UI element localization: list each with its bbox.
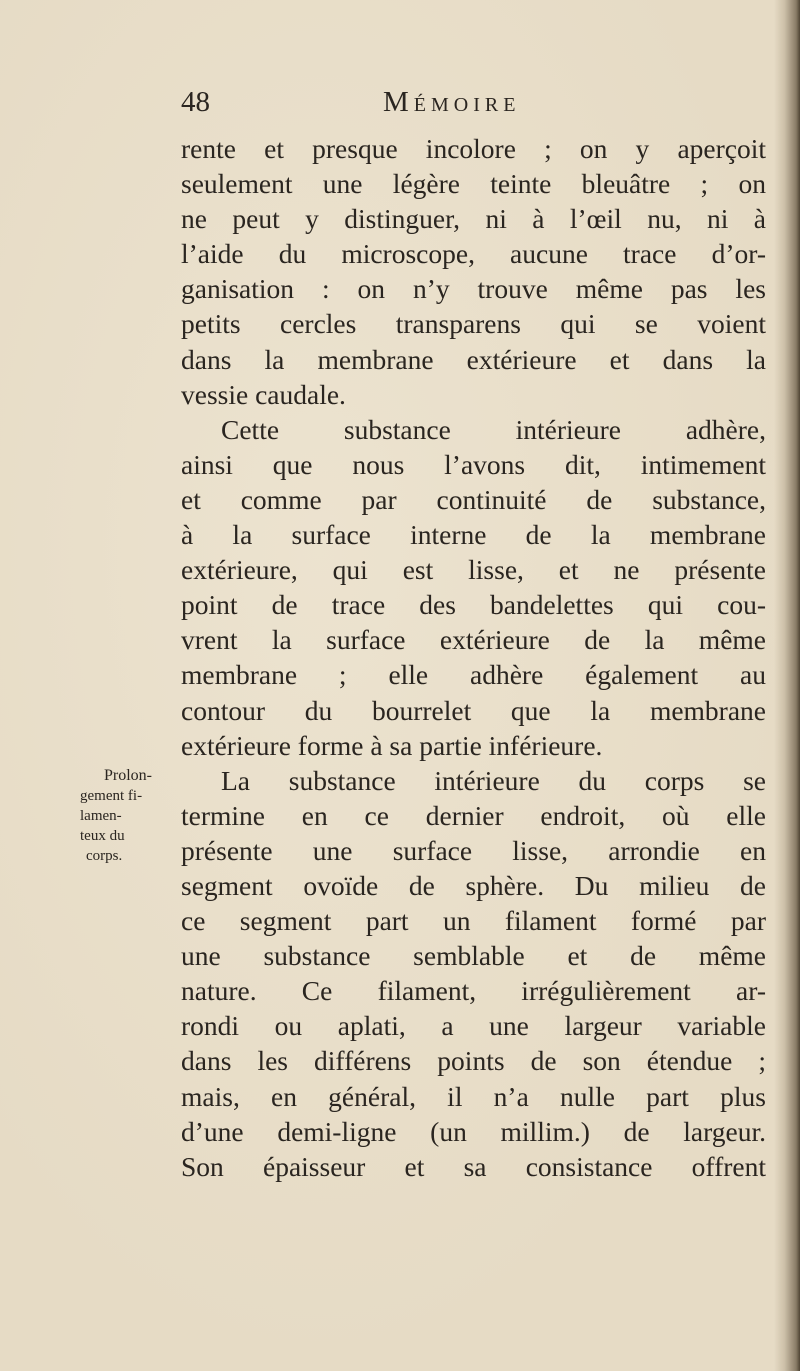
- text-line: rente et presque incolore ; on y aperçoit: [181, 133, 766, 164]
- text-line: extérieure forme à sa partie inférieure.: [181, 729, 603, 761]
- text-line: La substance intérieure du corps se: [221, 764, 766, 796]
- margin-note-line: teux du: [80, 828, 125, 844]
- text-line: segment ovoïde de sphère. Du milieu de: [181, 869, 766, 901]
- text-line: présente une surface lisse, arrondie en: [181, 834, 766, 866]
- text-line: l’aide du microscope, aucune trace d’or-: [181, 238, 766, 270]
- margin-note-line: Prolon-: [104, 767, 152, 784]
- paragraph-1: [181, 131, 766, 412]
- page-gutter-shadow: [774, 0, 800, 1371]
- text-line: ainsi que nous l’avons dit, intimement: [181, 448, 766, 480]
- text-line: vessie caudale.: [181, 378, 346, 410]
- paragraph-3: [181, 763, 766, 1184]
- text-line: seulement une légère teinte bleuâtre ; on: [181, 168, 766, 200]
- text-line: petits cercles transparens qui se voient: [181, 308, 766, 340]
- text-line: Son épaisseur et sa consistance offrent: [181, 1150, 766, 1182]
- text-line: ne peut y distinguer, ni à l’œil nu, ni à: [181, 203, 766, 235]
- text-line: dans les différens points de son étendue ;: [181, 1045, 766, 1077]
- text-line: membrane ; elle adhère également au: [181, 659, 766, 691]
- text-line: ce segment part un filament formé par: [181, 905, 766, 937]
- text-line: ganisation : on n’y trouve même pas les: [181, 273, 766, 305]
- running-header: [181, 80, 766, 124]
- text-line: point de trace des bandelettes qui cou-: [181, 589, 766, 621]
- text-line: mais, en général, il n’a nulle part plus: [181, 1080, 766, 1112]
- text-line: une substance semblable et de même: [181, 940, 766, 972]
- margin-note-line: corps.: [86, 848, 123, 864]
- margin-note: [80, 766, 175, 866]
- text-line: rondi ou aplati, a une largeur variable: [181, 1010, 766, 1042]
- text-line: termine en ce dernier endroit, où elle: [181, 799, 766, 831]
- text-line: à la surface interne de la membrane: [181, 519, 766, 551]
- text-line: Cette substance intérieure adhère,: [221, 413, 766, 445]
- running-title: Mémoire: [383, 86, 521, 118]
- text-line: extérieure, qui est lisse, et ne présente: [181, 554, 766, 586]
- text-line: et comme par continuité de substance,: [181, 483, 766, 515]
- text-line: vrent la surface extérieure de la même: [181, 624, 766, 656]
- paragraph-2: [181, 412, 766, 763]
- margin-note-line: gement fi-: [80, 788, 143, 804]
- body-text: [181, 131, 766, 1184]
- text-line: d’une demi-ligne (un millim.) de largeur.: [181, 1115, 766, 1147]
- text-line: nature. Ce filament, irrégulièrement ar-: [181, 975, 766, 1007]
- page-number: 48: [181, 86, 210, 118]
- text-line: contour du bourrelet que la membrane: [181, 694, 766, 726]
- text-line: dans la membrane extérieure et dans la: [181, 343, 766, 375]
- margin-note-line: lamen-: [80, 808, 122, 824]
